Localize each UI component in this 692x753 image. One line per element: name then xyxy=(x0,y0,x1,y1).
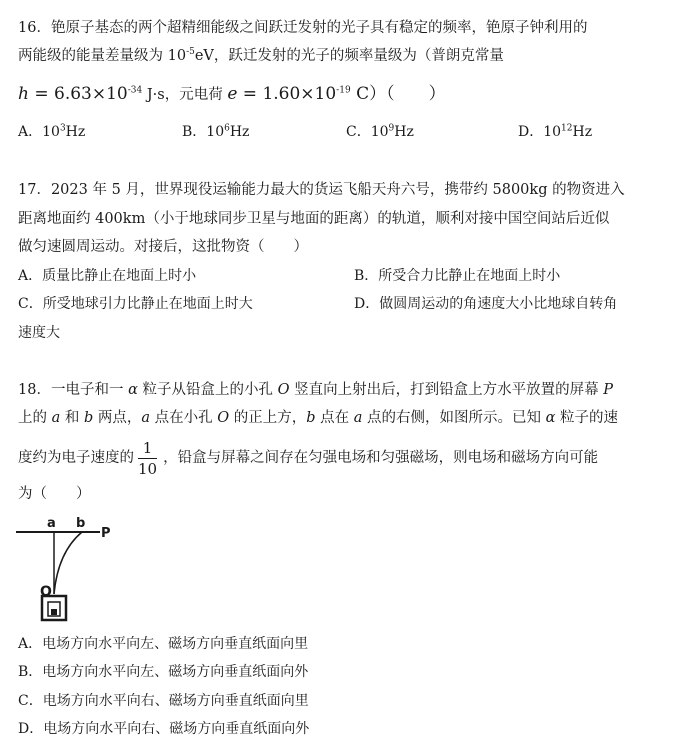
fraction-denominator: 10 xyxy=(138,459,158,478)
figure-label-P: P xyxy=(101,526,111,541)
q18-option-a[interactable]: A．电场方向水平向左、磁场方向垂直纸面向里 xyxy=(18,636,309,652)
charge-exponent: -19 xyxy=(336,85,351,96)
alpha-symbol: α xyxy=(128,382,138,398)
q16-line2-prefix: 两能级的能量差量级为 10 xyxy=(18,48,187,64)
q17-option-c[interactable]: C．所受地球引力比静止在地面上时大 xyxy=(18,296,253,312)
q18-text: 上的 xyxy=(18,410,52,426)
q17-stem-line-2: 距离地面约 400km（小于地球同步卫星与地面的距离）的轨道，顺利对接中国空间站后近似 xyxy=(18,211,610,227)
q16-option-d-exponent: 12 xyxy=(561,123,573,134)
q18-text: 点在小孔 xyxy=(150,410,218,426)
q18-text: 粒子从铅盒上的小孔 xyxy=(137,382,278,398)
q18-stem-line-3 xyxy=(18,436,598,480)
planck-symbol: h xyxy=(18,84,29,104)
q16-option-d-label: D．10 xyxy=(518,124,562,140)
q17-option-d[interactable]: D．做圆周运动的角速度大小比地球自转角 xyxy=(354,296,618,312)
q18-text: 18．一电子和一 xyxy=(18,382,129,398)
q18-stem-line-4: 为（ ） xyxy=(18,486,91,502)
q17-stem-line-3: 做匀速圆周运动。对接后，这批物资（ ） xyxy=(18,239,308,255)
q16-line2-exponent: -5 xyxy=(186,47,195,58)
q18-text: 点在 xyxy=(315,410,354,426)
q18-text: 两点， xyxy=(93,410,142,426)
q18-text: 点的右侧，如图所示。已知 xyxy=(362,410,546,426)
q18-text: 和 xyxy=(60,410,84,426)
q16-option-a-unit: Hz xyxy=(65,124,86,140)
q17-option-a[interactable]: A．质量比静止在地面上时小 xyxy=(18,268,197,284)
q18-text: 的正上方， xyxy=(229,410,307,426)
q16-line2-suffix: eV，跃迁发射的光子的频率量级为（普朗克常量 xyxy=(194,48,504,64)
q18-option-d[interactable]: D．电场方向水平向右、磁场方向垂直纸面向外 xyxy=(18,721,310,737)
q16-option-c-label: C．10 xyxy=(346,124,389,140)
q16-stem-line-1: 16．铯原子基态的两个超精细能级之间跃迁发射的光子具有稳定的频率，铯原子钟利用的 xyxy=(18,20,588,36)
q16-option-b[interactable] xyxy=(182,122,249,142)
figure-label-a: a xyxy=(47,516,56,531)
q16-option-c-exponent: 9 xyxy=(388,123,395,134)
q18-text: 粒子的速 xyxy=(555,410,619,426)
point-a-label: a xyxy=(141,410,151,426)
hole-label: O xyxy=(277,382,290,398)
screen-label: P xyxy=(603,382,613,398)
q16-option-a-label: A．10 xyxy=(18,124,60,140)
radioactive-source xyxy=(51,609,57,615)
q16-option-c[interactable] xyxy=(346,122,414,142)
q17-option-b[interactable]: B．所受合力比静止在地面上时小 xyxy=(354,268,561,284)
q16-option-b-unit: Hz xyxy=(229,124,250,140)
hole-label: O xyxy=(217,410,230,426)
q18-figure xyxy=(12,512,122,624)
q16-stem-line-2 xyxy=(18,46,504,66)
q16-option-b-label: B．10 xyxy=(182,124,225,140)
planck-value: = 6.63×10 xyxy=(28,84,128,104)
figure-label-b: b xyxy=(76,516,86,531)
curved-trajectory xyxy=(54,532,82,594)
charge-unit: C）（ ） xyxy=(350,84,446,104)
q18-text: 度约为电子速度的 xyxy=(18,450,134,466)
q16-option-a[interactable] xyxy=(18,122,85,142)
charge-value: = 1.60×10 xyxy=(237,84,337,104)
alpha-symbol: α xyxy=(545,410,556,426)
q16-option-d-unit: Hz xyxy=(572,124,593,140)
point-a-label: a xyxy=(51,410,61,426)
q16-option-b-exponent: 6 xyxy=(224,123,230,134)
figure-label-O: O xyxy=(40,584,52,600)
q18-stem-line-1 xyxy=(18,380,613,400)
q18-option-c[interactable]: C．电场方向水平向右、磁场方向垂直纸面向里 xyxy=(18,693,309,709)
q18-text: ，铅盒与屏幕之间存在匀强电场和匀强磁场，则电场和磁场方向可能 xyxy=(163,450,599,466)
q16-constants-formula xyxy=(18,84,446,105)
q17-stem-line-1: 17．2023 年 5 月，世界现役运输能力最大的货运飞船天舟六号，携带约 5800kg 的物资进入 xyxy=(18,182,625,198)
point-b-label: b xyxy=(83,410,94,426)
point-a-label: a xyxy=(353,410,363,426)
fraction-numerator: 1 xyxy=(138,438,157,459)
planck-unit: J·s，元电荷 xyxy=(142,87,228,103)
q18-option-b[interactable]: B．电场方向水平向左、磁场方向垂直纸面向外 xyxy=(18,664,309,680)
fraction-one-tenth xyxy=(138,438,157,479)
q16-option-a-exponent: 3 xyxy=(59,123,66,134)
q18-text: 竖直向上射出后，打到铅盒上方水平放置的屏幕 xyxy=(289,382,604,398)
q16-option-c-unit: Hz xyxy=(394,124,414,140)
charge-symbol: e xyxy=(227,84,238,104)
planck-exponent: -34 xyxy=(127,85,143,96)
q16-option-d[interactable] xyxy=(518,122,592,142)
q18-stem-line-2 xyxy=(18,408,618,428)
q17-option-d-continuation: 速度大 xyxy=(18,325,60,341)
point-b-label: b xyxy=(306,410,316,426)
